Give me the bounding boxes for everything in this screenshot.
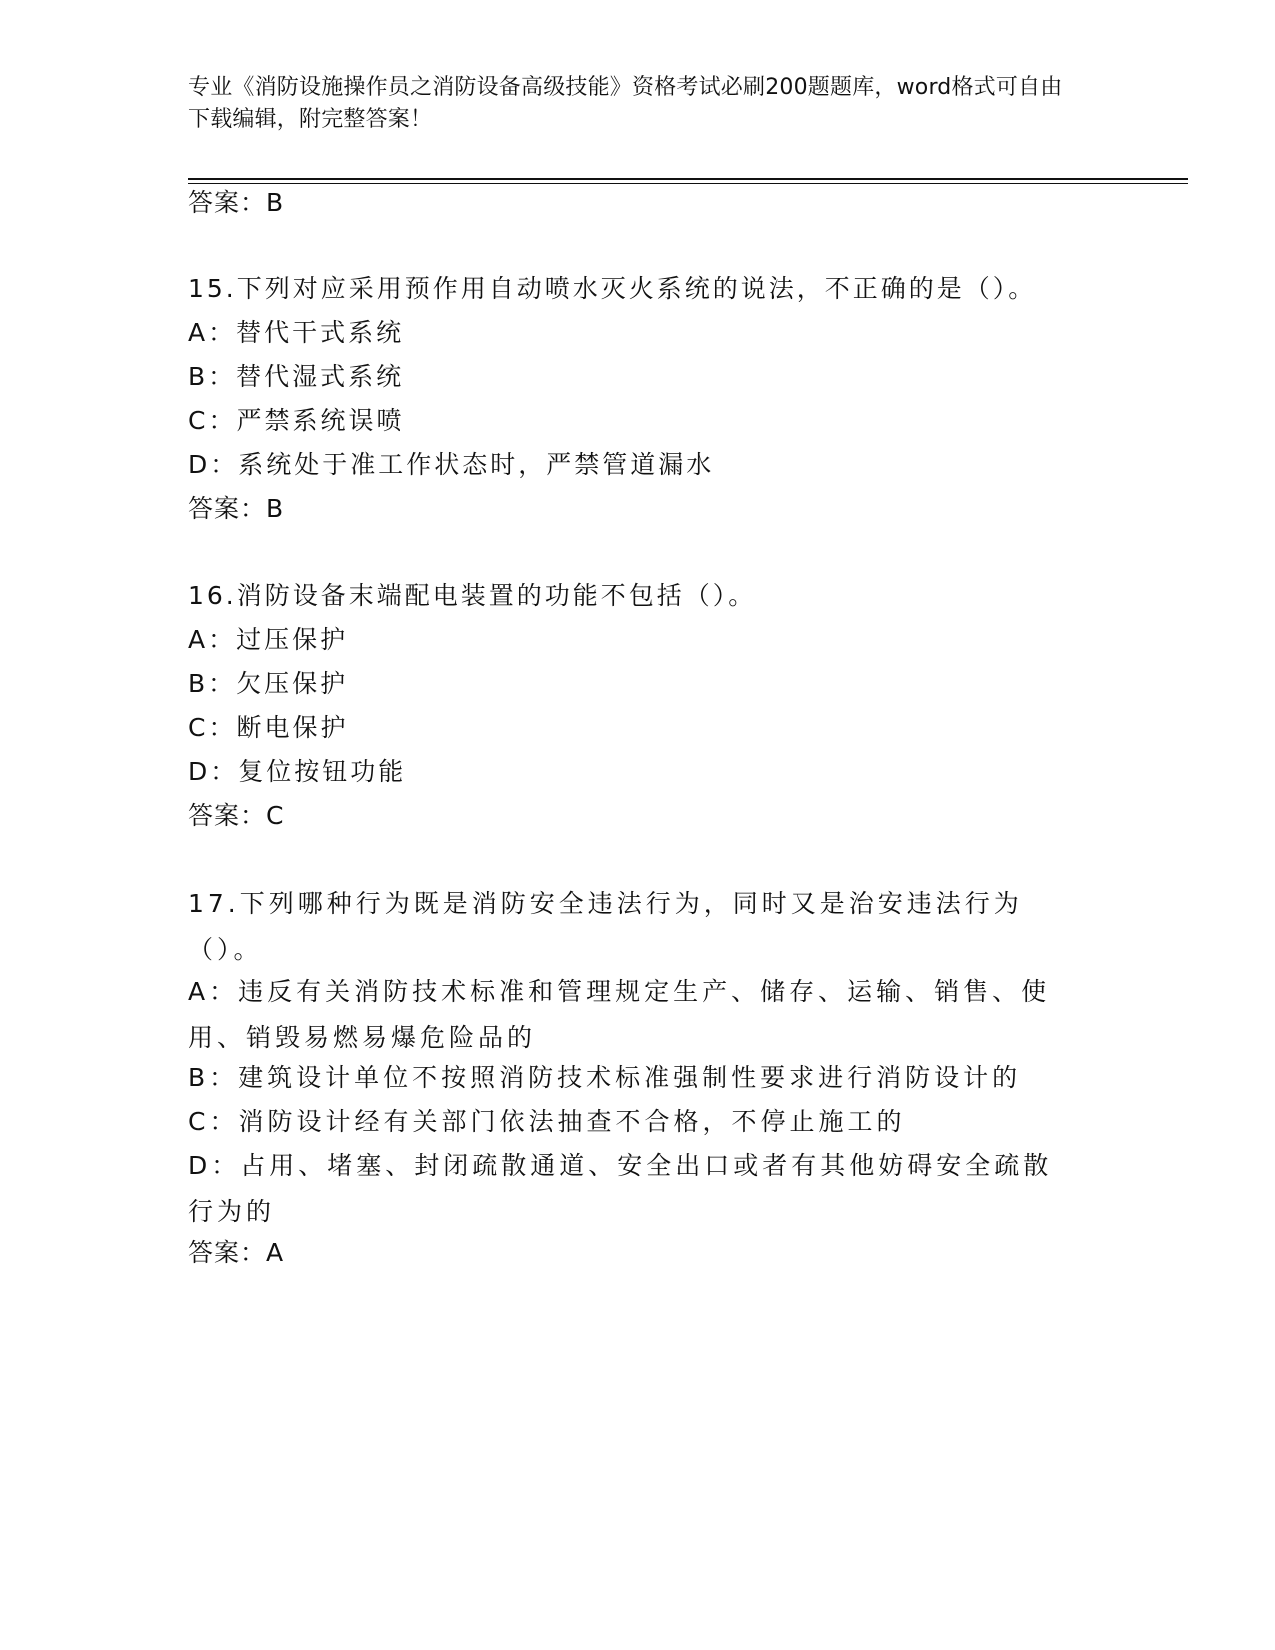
document-header: 专业《消防设施操作员之消防设备高级技能》资格考试必刷200题题库，word格式可自由下载编辑，附完整答案！ [188, 75, 1063, 132]
answer-label: 答案：B [188, 188, 285, 217]
question-17-option-b: B：建筑设计单位不按照消防技术标准强制性要求进行消防设计的 [188, 1063, 1022, 1092]
question-17-text: 17.下列哪种行为既是消防安全违法行为，同时又是治安违法行为（）。 [188, 889, 1023, 964]
question-15-option-a: A：替代干式系统 [188, 318, 405, 347]
header-divider-thin [188, 183, 1188, 184]
header-divider-thick [188, 178, 1188, 180]
question-15-option-d: D：系统处于准工作状态时，严禁管道漏水 [188, 450, 715, 479]
question-15-option-c: C：严禁系统误喷 [188, 406, 405, 435]
question-16-answer: 答案：C [188, 801, 285, 830]
question-17-answer: 答案：A [188, 1238, 285, 1267]
question-16-text: 16.消防设备末端配电装置的功能不包括（）。 [188, 581, 757, 610]
question-17-option-c: C：消防设计经有关部门依法抽查不合格，不停止施工的 [188, 1107, 906, 1136]
question-15-answer: 答案：B [188, 494, 285, 523]
question-16-option-c: C：断电保护 [188, 713, 349, 742]
question-16-option-d: D：复位按钮功能 [188, 757, 407, 786]
question-15-text: 15.下列对应采用预作用自动喷水灭火系统的说法，不正确的是（）。 [188, 274, 1037, 303]
question-16-option-b: B：欠压保护 [188, 669, 349, 698]
question-16-option-a: A：过压保护 [188, 625, 349, 654]
question-17-option-d: D：占用、堵塞、封闭疏散通道、安全出口或者有其他妨碍安全疏散行为的 [188, 1151, 1053, 1226]
question-17-option-a: A：违反有关消防技术标准和管理规定生产、储存、运输、销售、使用、销毁易燃易爆危险品的 [188, 977, 1051, 1052]
question-15-option-b: B：替代湿式系统 [188, 362, 405, 391]
